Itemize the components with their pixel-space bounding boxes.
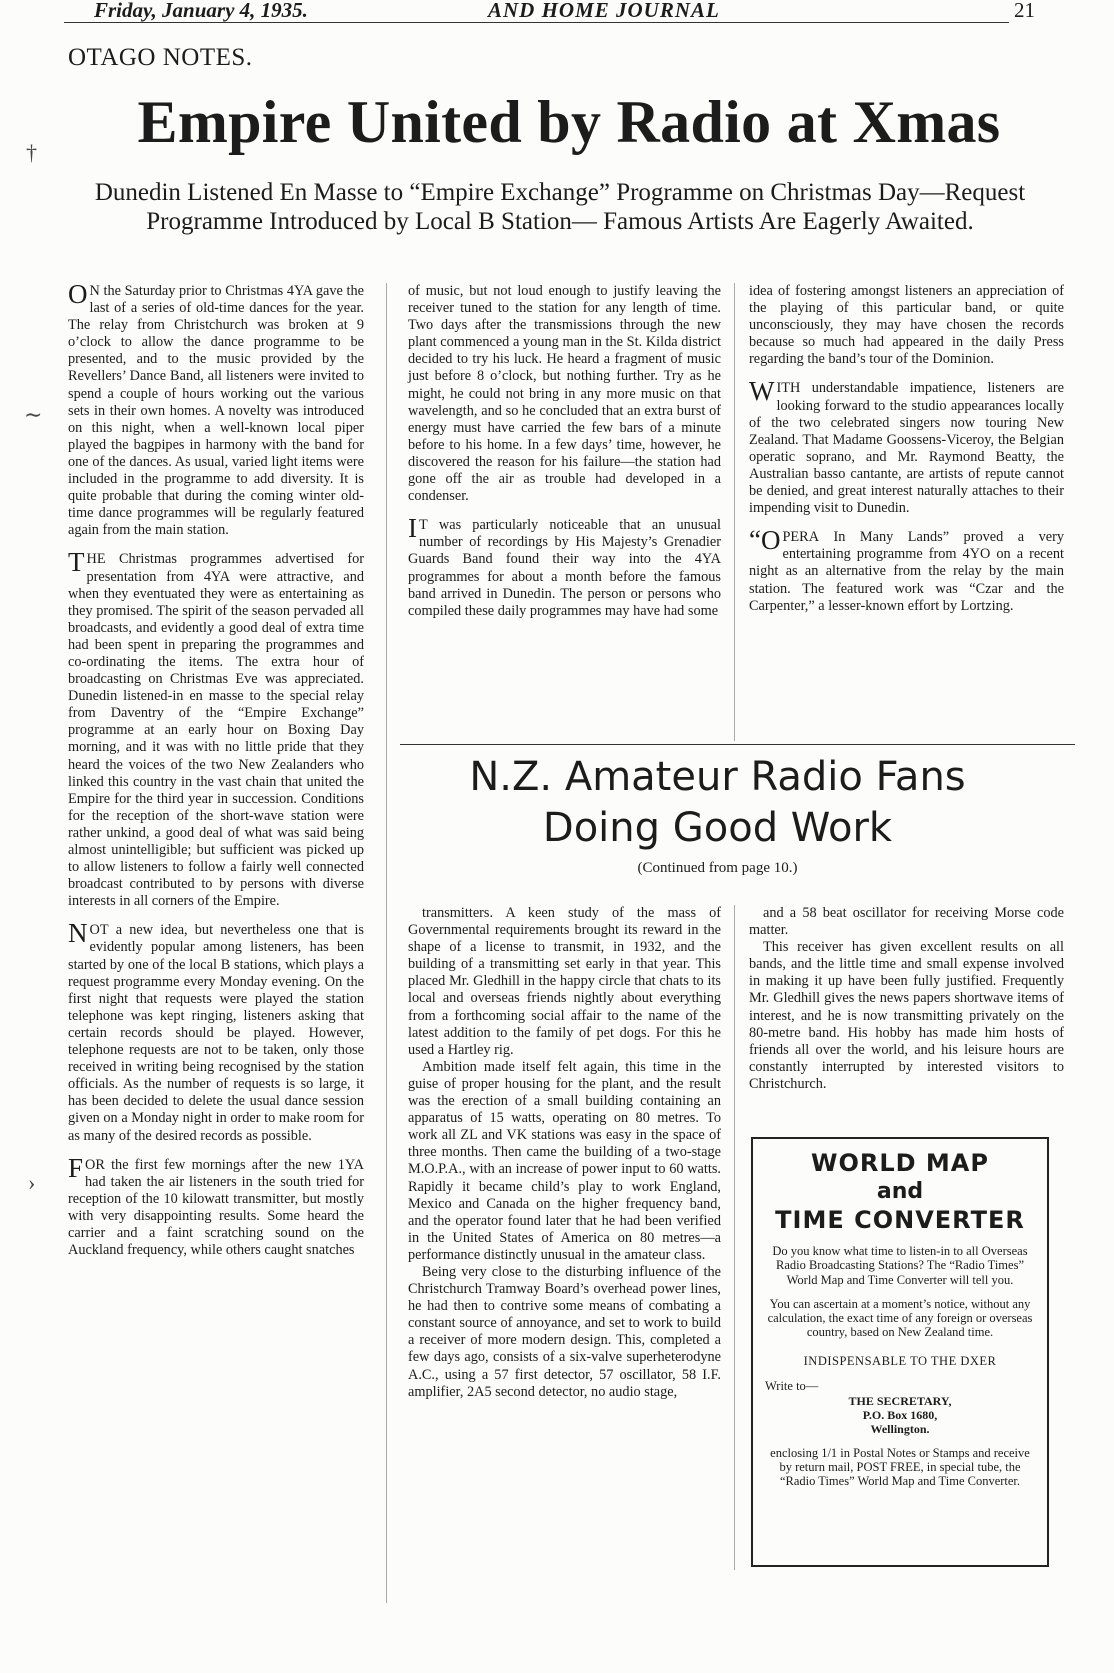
running-head [64, 0, 1064, 22]
article-paragraph [68, 547, 364, 910]
second-headline-line-2: Doing Good Work [542, 805, 893, 851]
paragraph-text: and a 58 beat oscillator for receiving Morse code matter. [749, 905, 1064, 939]
ad-strapline: INDISPENSABLE TO THE DXER [803, 1353, 997, 1368]
paragraph-text: idea of fostering amongst listeners an appreciation of the playing of this particular band, or quite unconsciously, they may have chosen the records because so much had appeared in the daily Press regarding the band’s tour of the Dominion. [749, 283, 1064, 368]
lead-in: OT [89, 922, 109, 939]
page-number: 21 [1014, 0, 1035, 22]
ad-paragraph-1: Do you know what time to listen-in to all Overseas Radio Broadcasting Stations? The “Radio Times” World Map and Time Converter will tell you. [772, 1244, 1028, 1287]
paragraph-text: understandable impatience, listeners are looking forward to the studio appearances locally of the two celebrated singers now touring New Zealand. That Madame Goossens-Viceroy, the Belgian operatic soprano, and Mr. Raymond Beatty, the Australian basso cantante, are artists of repute cannot be denied, and great interest naturally attaches to their impending visit to Dunedin. [749, 380, 1064, 517]
ad-paragraph-2: You can ascertain at a moment’s notice, without any calculation, the exact time of any foreign or overseas country, based on New Zealand time. [767, 1296, 1033, 1340]
article-paragraph [68, 918, 364, 1144]
ad-address [765, 1394, 1035, 1436]
lead-in: T [419, 517, 428, 534]
journal-name: AND HOME JOURNAL [488, 0, 720, 22]
article-paragraph [68, 279, 364, 539]
section-title: OTAGO NOTES. [68, 44, 253, 71]
paragraph-text: In Many Lands” proved a very entertaining programme from 4YO on a recent night as an alternative from the relay by the main station. The featured work was “Czar and the Carpenter,” a lesser-known effort by Lortzing. [749, 529, 1064, 614]
paragraph-text: Christmas programmes advertised for presentation from 4YA were attractive, and when they eventuated they were as entertaining as they promised. The spirit of the season pervaded all broadcasts, and evidently a good deal of extra time had been spent in preparing the programmes and co-ordinating the items. The extra hour of broadcasting on Christmas Eve was appreciated. Dunedin listened-in en masse to the special relay from Daventry of the “Empire Exchange” programme at an early hour on Boxing Day morning, and it was with no little pride that they heard the voices of the two New Zealanders who linked this country in the vast chain that united the Empire for the third year in succession. Conditions for the reception of the short-wave station were rather unkind, a good deal of what was said being almost unintelligible; but sufficient was picked up to allow listeners to follow a fairly well connected broadcast contributed to by persons with diverse interests in all corners of the Empire. [68, 551, 364, 910]
column-rule [386, 283, 387, 1603]
column-rule [734, 283, 735, 741]
header-rule [64, 22, 1009, 23]
article-headline: Empire United by Radio at Xmas [137, 89, 1001, 155]
article-paragraph [749, 939, 1064, 1093]
drop-cap: O [68, 279, 88, 309]
paragraph-text: a new idea, but nevertheless one that is evidently popular among listeners, has been started by one of the local B stations, which plays a request programme every Monday evening. On the first night that requests were played the station telephone was kept ringing, listeners asking that certain records should be played. However, telephone requests are not to be taken, only those received in writing being recognised by the station officials. As the number of requests is so large, it has been decided to delete the usual dance session given on a Monday night in order to make room for as many of the desired records as possible. [68, 922, 364, 1144]
ad-write-to: Write to— [765, 1378, 819, 1393]
article-column-3 [749, 283, 1064, 627]
article-paragraph [749, 905, 1064, 939]
paragraph-text: the first few mornings after the new 1YA had taken the air listeners in the south tried for reception of the 10 kilowatt transmitter, but mostly with very disappointing results. Some heard the carrier and a faint scratching sound on the Auckland frequency, while others caught snatches [68, 1156, 364, 1259]
lead-in: PERA [782, 529, 820, 546]
article-paragraph [749, 283, 1064, 368]
article-paragraph [408, 283, 721, 505]
paragraph-text: Being very close to the disturbing influence of the Christchurch Tramway Board’s overhead power lines, he had then to contrive some means of combating a constant source of annoyance, and set to work to build a receiver of more modern design. This, completed a few days ago, consists of a six-valve superheterodyne A.C., using a 57 first detector, 57 oscillator, 58 I.F. amplifier, 2A5 second detector, no audio stage, [408, 1263, 721, 1400]
article-paragraph [408, 1059, 721, 1264]
ad-title-line-3: TIME CONVERTER [775, 1206, 1025, 1234]
article-paragraph [68, 1152, 364, 1260]
lead-in: OR [85, 1156, 105, 1173]
article-column-1 [68, 279, 364, 1271]
paragraph-text: This receiver has given excellent results on all bands, and the little time and small expense involved in making it up have been fully justified. Frequently Mr. Gledhill gives the news papers shortwave items of interest, and he is now transmitting privately on the 80-metre band. His hobby has made him hosts of friends all over the world, and his leisure hours are constantly interrupted by interested visitors to Christchurch. [749, 939, 1064, 1092]
ad-title-line-2: and [876, 1179, 924, 1204]
issue-date: Friday, January 4, 1935. [94, 0, 308, 22]
second-article-column-2 [749, 905, 1064, 1093]
ad-paragraph-3: enclosing 1/1 in Postal Notes or Stamps and receive by return mail, POST FREE, in special tube, the “Radio Times” World Map and Time Converter. [770, 1445, 1030, 1489]
margin-mark: › [28, 1170, 36, 1195]
drop-cap: I [408, 513, 417, 544]
paragraph-text: of music, but not loud enough to justify leaving the receiver tuned to the station for any length of time. Two days after the transmissions through the new plant commenced a young man in the St. Kilda district decided to try his luck. He heard a fragment of music just before 8 o’clock, but nothing further. Try as he might, he could not bring in any more music on that wavelength, and so he concluded that an extra burst of energy must have carried the few bars of a minute before to his home. In a few days’ time, however, he discovered the reason for his failure—the station had gone off the air as trouble had developed in a condenser. [408, 283, 721, 505]
article-paragraph [408, 1264, 721, 1401]
article-paragraph [749, 376, 1064, 517]
drop-cap: W [749, 376, 775, 407]
second-headline-line-1: N.Z. Amateur Radio Fans [469, 754, 966, 800]
drop-cap: T [68, 547, 85, 578]
lead-in: HE [86, 551, 106, 568]
second-article-column-1 [408, 905, 721, 1401]
paragraph-text: transmitters. A keen study of the mass of Governmental requirements brought its reward in the shape of a license to transmit, in 1932, and the building of a transmitting set early in that year. This placed Mr. Gledhill in the happy circle that chats to its local and overseas friends nightly about everything from a forthcoming social affair to the name of the latest addition to the family of pet dogs. For this he used a Hartley rig. [408, 905, 721, 1058]
margin-mark: ∼ [24, 402, 43, 427]
lead-in: N [89, 283, 100, 299]
drop-cap: “O [749, 525, 781, 556]
lead-in: ITH [776, 380, 801, 397]
article-paragraph [749, 525, 1064, 614]
article-paragraph [408, 905, 721, 1059]
paragraph-text: the Saturday prior to Christmas 4YA gave the last of a series of old-time dances for the year. The relay from Christchurch was broken at 9 o’clock to allow the dance programme to be presented, and to the music provided by the Revellers’ Dance Band, all listeners were invited to spend a couple of hours working out the various sets in their own homes. A novelty was introduced on this night, when a well-known local piper played the bagpipes in harmony with the band for one of the dances. As usual, varied light items were included in the programme to add diversity. It is quite probable that during the coming winter old-time dance programmes will be regularly featured again from the main station. [68, 283, 364, 539]
world-map-advertisement [751, 1137, 1049, 1567]
ad-address-line-2: P.O. Box 1680, [862, 1407, 938, 1422]
ad-title-line-1: WORLD MAP [811, 1149, 989, 1177]
ad-address-line-1: THE SECRETARY, [848, 1393, 952, 1408]
article-paragraph [408, 513, 721, 620]
article-subhead: Dunedin Listened En Masse to “Empire Exchange” Programme on Christmas Day—Request Programme Introduced by Local B Station— Famous Artists Are Eagerly Awaited. [94, 179, 1026, 235]
ad-address-line-3: Wellington. [870, 1421, 930, 1436]
paragraph-text: was particularly noticeable that an unusual number of recordings by His Majesty’s Grenadier Guards Band found their way into the 4YA programmes for about a month before the famous band arrived in Dunedin. The person or persons who compiled these daily programmes may have had some [408, 517, 721, 619]
drop-cap: N [68, 918, 88, 949]
paragraph-text: Ambition made itself felt again, this time in the guise of proper housing for the plant, and the result was the erection of a small building containing an apparatus of 15 watts, operating on 80 metres. To work all ZL and VK stations was easy in the space of three months. Then came the building of a two-stage M.O.P.A., with an increase of power input to 60 watts. Rapidly it became child’s play to work England, Mexico and Canada on the higher frequency band, and the operator found later that he had been verified in the United States of America on 80 metres—a performance distinctly unusual in the amateur class. [408, 1058, 721, 1263]
margin-mark: † [26, 140, 37, 165]
continued-note: (Continued from page 10.) [637, 860, 798, 876]
article-column-2 [408, 283, 721, 632]
story-divider-rule [400, 744, 1075, 745]
column-rule [734, 905, 735, 1570]
drop-cap: F [68, 1152, 84, 1183]
second-article-headline [410, 752, 1025, 854]
